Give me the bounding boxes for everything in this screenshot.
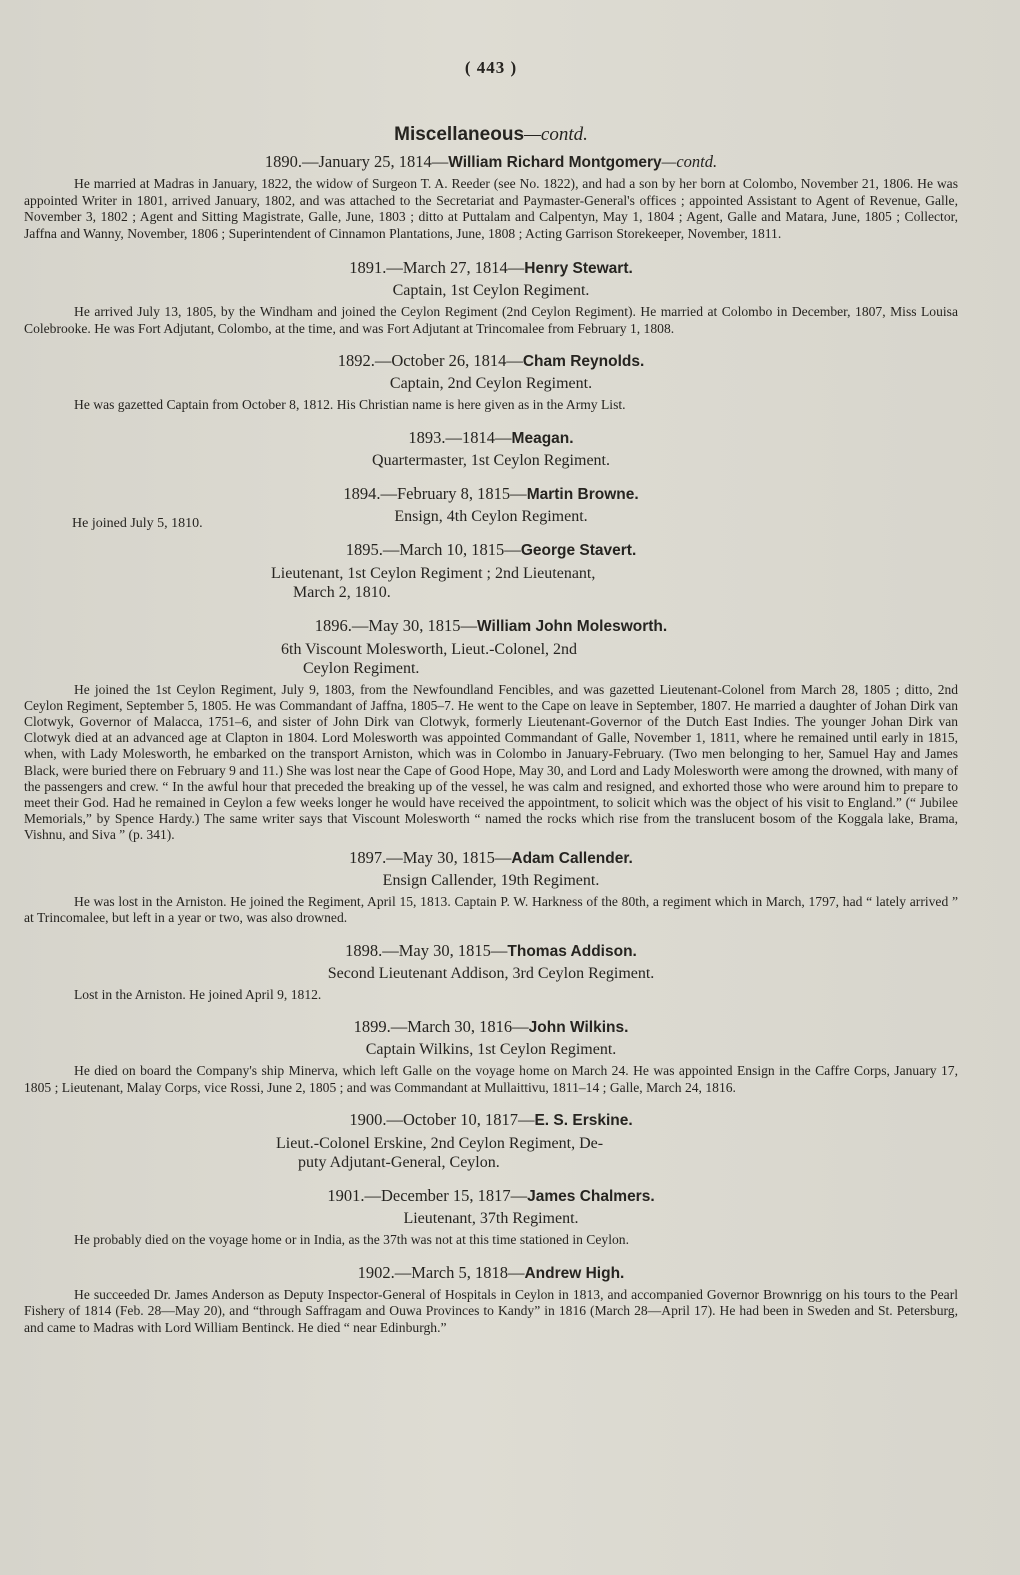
entry-rank-line: Lieutenant, 1st Ceylon Regiment ; 2nd Lieutenant, — [271, 564, 596, 582]
entry-1894 — [24, 483, 958, 531]
entry-number-date: 1890.—January 25, 1814— — [264, 152, 449, 171]
entry-1902 — [24, 1263, 958, 1337]
entry-rank — [271, 564, 711, 602]
entry-number-date: 1899.—March 30, 1816— — [353, 1017, 529, 1037]
section-title-text: Miscellaneous — [394, 124, 525, 145]
entry-1892 — [24, 351, 958, 414]
entry-heading — [24, 484, 958, 504]
entry-body: He succeeded Dr. James Anderson as Deputy Inspector-General of Hospitals in Ceylon in 1813, and accompanied Governor Brownrigg on his tours to the Pearl Fishery of 1814 (Feb. 28—May 20), and “through Saffragam and Ouwa Provinces to Kandy” in 1816 (March 28—April 17). He had been in Sweden and St. Petersburg, and came to Madras with Lord William Bentinck. He died “ near Edinburgh.” — [24, 1286, 958, 1335]
entry-1901 — [24, 1186, 958, 1249]
entry-number-date: 1894.—February 8, 1815— — [343, 483, 527, 503]
entry-1891 — [24, 258, 958, 337]
entry-heading — [24, 428, 958, 448]
entry-name: Henry Stewart. — [524, 260, 633, 277]
entry-1898 — [24, 941, 958, 1004]
entry-body: He joined the 1st Ceylon Regiment, July 9, 1803, from the Newfoundland Fencibles, and was gazetted Lieutenant-Colonel from March 28, 1805 ; ditto, 2nd Ceylon Regiment, September 5, 1805. He was Commandant of Jaffna, 1805–7. He went to the Cape on leave in September, 1807. He married a daughter of Johan Dirk van Clotwyk, Governor of Malacca, 1751–6, and sister of John Dirk van Clotwyk, formerly Lieutenant-Governor of the Dutch East Indies. The younger Johan Dirk van Clotwyk died at an advanced age at Clapton in 1804. Lord Molesworth was appointed Commandant of Galle, November 1, 1811, where he remained until early in 1815, when, with Lady Molesworth, he embarked on the transport Arniston, which was in Colombo in January-February. (Two men belonging to her, Samuel Hay and James Black, were buried there on February 9 and 11.) She was lost near the Cape of Good Hope, May 30, and Lord and Lady Molesworth were among the drowned, with many of the passengers and crew. “ In the awful hour that preceded the breaking up of the vessel, he was calm and resigned, and exhorted those who were around him to prepare to meet their God. Had he remained in Ceylon a few weeks longer he would have received the appointment, to solicit which was the object of his visit to England.” (“ Jubilee Memorials,” by Spence Hardy.) The same writer says that Viscount Molesworth “ named the rocks which rise from the translucent bosom of the Koggala lake, Brama, Vishnu, and Siva ” (p. 341). — [24, 681, 958, 843]
entry-rank-line: 6th Viscount Molesworth, Lieut.-Colonel, 2nd — [281, 640, 578, 658]
section-title — [24, 124, 958, 146]
entry-name: Thomas Addison. — [507, 942, 637, 960]
entry-1897 — [24, 848, 958, 927]
entry-1896 — [24, 616, 958, 844]
entry-number-date: 1896.—May 30, 1815— — [314, 615, 478, 635]
entry-name: Cham Reynolds. — [522, 353, 645, 370]
entry-number-date: 1893.—1814— — [408, 427, 512, 447]
entry-name: John Wilkins. — [528, 1019, 629, 1037]
entry-rank-line: Lieut.-Colonel Erskine, 2nd Ceylon Regiment, De- — [276, 1135, 604, 1153]
entry-rank — [281, 640, 701, 678]
entry-side-note: He joined July 5, 1810. — [72, 515, 203, 531]
entry-number-date: 1891.—March 27, 1814— — [349, 258, 525, 277]
entry-1895 — [24, 540, 958, 602]
entry-heading — [24, 941, 958, 961]
entry-number-date: 1900.—October 10, 1817— — [349, 1110, 535, 1130]
entry-heading — [24, 152, 958, 172]
entry-heading — [24, 848, 958, 868]
section-title-contd: —contd. — [524, 124, 588, 145]
entry-number-date: 1895.—March 10, 1815— — [345, 539, 521, 559]
entry-name: Adam Callender. — [511, 849, 633, 867]
entry-rank: Captain, 2nd Ceylon Regiment. — [389, 375, 593, 392]
entry-rank-line: Ceylon Regiment. — [303, 659, 420, 677]
entry-heading — [24, 1110, 958, 1130]
entry-rank: Captain Wilkins, 1st Ceylon Regiment. — [365, 1041, 617, 1059]
entry-body: He married at Madras in January, 1822, the widow of Surgeon T. A. Reeder (see No. 1822), and had a son by her born at Colombo, November 21, 1806. He was appointed Writer in 1801, arrived January, 1802, and was attached to the Secretariat and Paymaster-General's offices ; appointed Assistant to Agent of Revenue, Galle, November 3, 1802 ; Agent and Sitting Magistrate, Galle, June, 1803 ; ditto at Puttalam and Calpentyn, May 1, 1804 ; Agent, Galle and Matara, June, 1805 ; Collector, Jaffna and Wanny, November, 1806 ; Superintendent of Cinnamon Plantations, June, 1808 ; Acting Garrison Storekeeper, November, 1811. — [24, 176, 958, 241]
entry-name: Martin Browne. — [526, 485, 639, 503]
entry-name: Meagan. — [511, 429, 574, 447]
entry-heading — [24, 351, 958, 371]
entry-rank-line: March 2, 1810. — [293, 583, 391, 601]
entry-rank: Lieutenant, 37th Regiment. — [403, 1210, 579, 1228]
entry-name: James Chalmers. — [527, 1188, 655, 1206]
entry-name: William Richard Montgomery — [448, 154, 662, 171]
entry-body: He arrived July 13, 1805, by the Windham and joined the Ceylon Regiment (2nd Ceylon Regiment). He married at Colombo in December, 1807, Miss Louisa Colebrooke. He was Fort Adjutant, Colombo, at the time, and was Fort Adjutant at Trincomalee from February 1, 1808. — [24, 304, 958, 336]
entry-heading — [24, 1017, 958, 1037]
entry-heading — [24, 1263, 958, 1283]
entry-rank-line: puty Adjutant-General, Ceylon. — [298, 1154, 500, 1172]
entry-number-date: 1898.—May 30, 1815— — [345, 940, 508, 960]
entry-body: Lost in the Arniston. He joined April 9, 1812. — [74, 986, 322, 1002]
entry-name: William John Molesworth. — [477, 617, 668, 635]
entry-heading — [24, 1186, 958, 1206]
entry-body: He was gazetted Captain from October 8, 1812. His Christian name is here given as in the Army List. — [74, 397, 626, 412]
entry-1890 — [24, 152, 958, 242]
entry-name: George Stavert. — [520, 541, 637, 559]
entry-body: He was lost in the Arniston. He joined the Regiment, April 15, 1813. Captain P. W. Harkness of the 80th, a regiment which in March, 1797, had “ lately arrived ” at Trincomalee, but left in a year or two, was also drowned. — [24, 893, 958, 926]
entry-number-date: 1902.—March 5, 1818— — [357, 1262, 525, 1282]
entry-rank: Quartermaster, 1st Ceylon Regiment. — [372, 451, 610, 469]
entry-rank: Ensign, 4th Ceylon Regiment. — [394, 507, 588, 525]
entry-name: Andrew High. — [524, 1264, 625, 1282]
entry-heading — [24, 258, 958, 278]
page-number: ( 443 ) — [464, 58, 518, 77]
entry-1900 — [24, 1110, 958, 1172]
entry-1899 — [24, 1017, 958, 1096]
entry-number-date: 1892.—October 26, 1814— — [337, 351, 523, 370]
entry-heading — [24, 616, 958, 636]
entry-rank — [276, 1134, 706, 1172]
entry-1893 — [24, 428, 958, 470]
entry-contd: —contd. — [661, 152, 718, 171]
entry-number-date: 1901.—December 15, 1817— — [327, 1186, 528, 1206]
entry-heading — [24, 540, 958, 560]
entry-rank: Captain, 1st Ceylon Regiment. — [392, 282, 590, 299]
entry-body: He probably died on the voyage home or in India, as the 37th was not at this time stationed in Ceylon. — [74, 1232, 629, 1248]
entry-name: E. S. Erskine. — [534, 1112, 633, 1130]
entry-body: He died on board the Company's ship Minerva, which left Galle on the voyage home on March 24. He was appointed Ensign in the Caffre Corps, January 17, 1805 ; Lieutenant, Malay Corps, vice Rossi, June 2, 1805 ; and was Commandant at Mullaittivu, 1811–14 ; Galle, March 24, 1816. — [24, 1063, 958, 1095]
entry-rank: Second Lieutenant Addison, 3rd Ceylon Regiment. — [327, 964, 655, 982]
entry-number-date: 1897.—May 30, 1815— — [349, 847, 512, 867]
entry-rank: Ensign Callender, 19th Regiment. — [382, 871, 600, 889]
